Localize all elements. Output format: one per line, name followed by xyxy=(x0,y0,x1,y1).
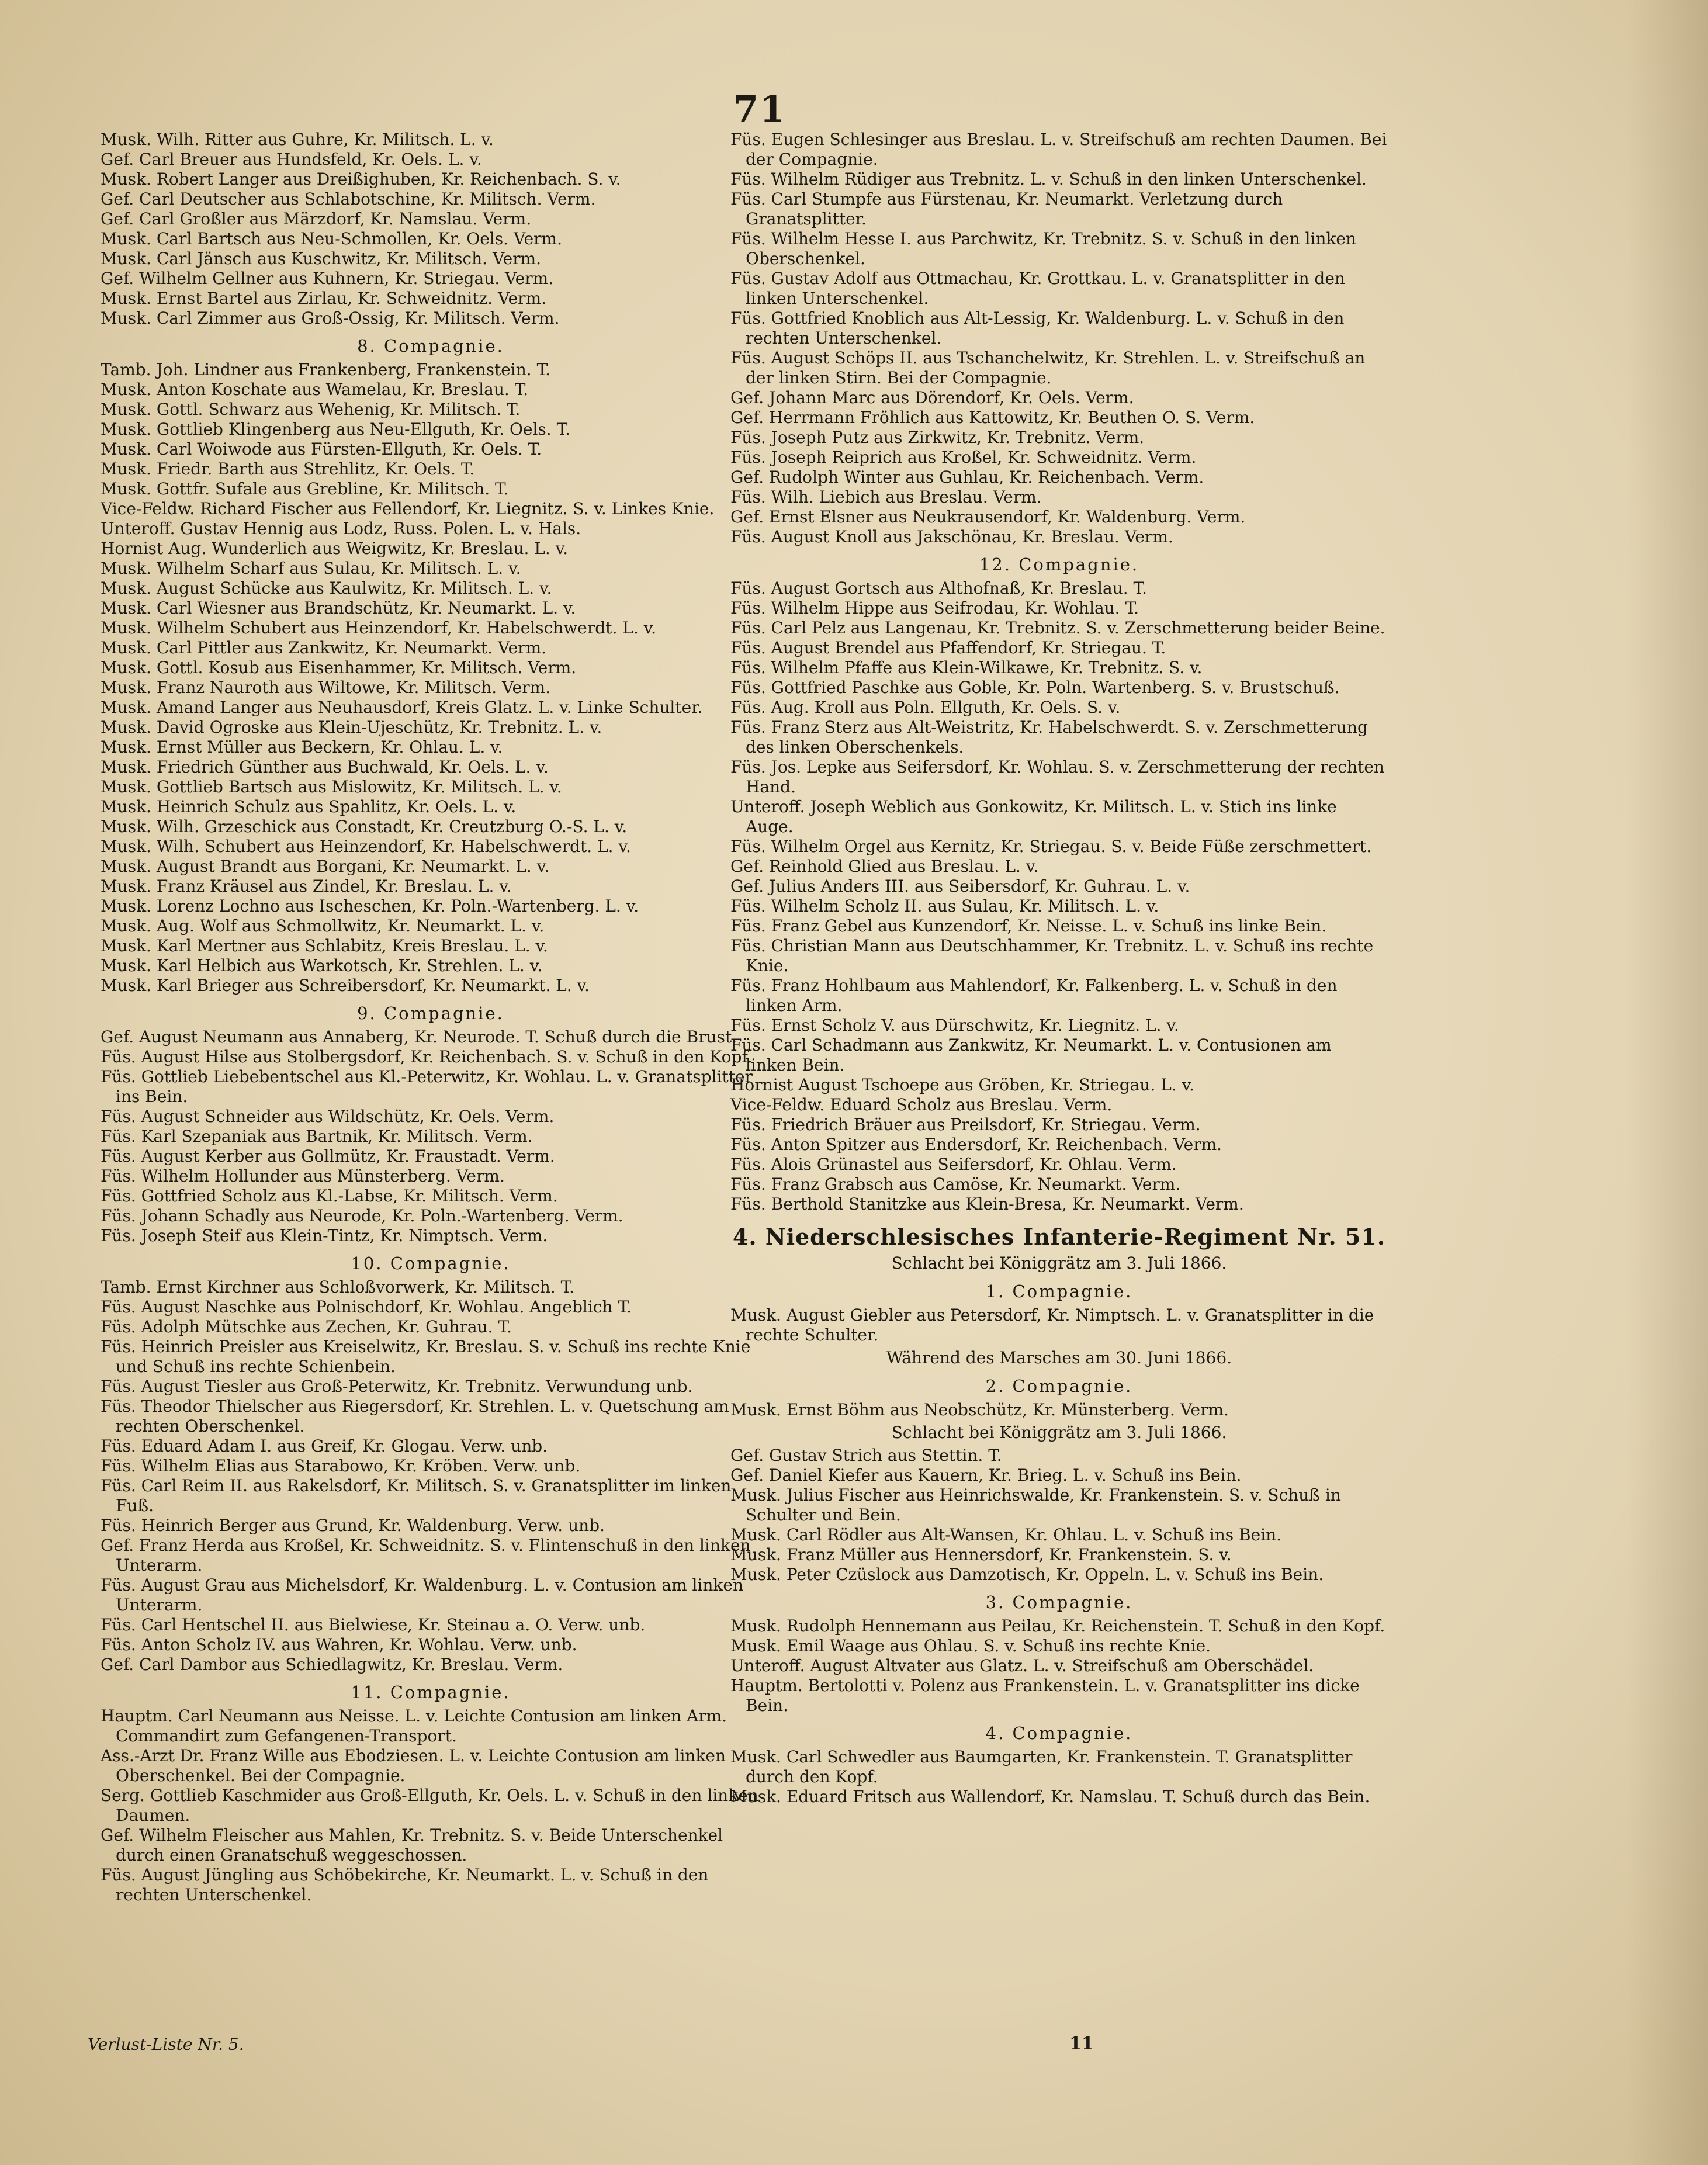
casualty-entry: Musk. Robert Langer aus Dreißighuben, Kr. Reichenbach. S. v. xyxy=(101,169,621,189)
casualty-entry: Füs. August Knoll aus Jakschönau, Kr. Breslau. Verm. xyxy=(730,527,1173,546)
casualty-entry: Füs. August Jüngling aus Schöbekirche, Kr. Neumarkt. L. v. Schuß in den rechten Unterschenkel. xyxy=(101,1865,709,1904)
casualty-entry: Gef. Reinhold Glied aus Breslau. L. v. xyxy=(730,857,1039,876)
casualty-entry: Füs. Franz Gebel aus Kunzendorf, Kr. Neisse. L. v. Schuß ins linke Bein. xyxy=(730,916,1327,936)
casualty-entry: Füs. Carl Reim II. aus Rakelsdorf, Kr. Militsch. S. v. Granatsplitter im linken Fuß. xyxy=(101,1476,732,1515)
casualty-entry: Tamb. Joh. Lindner aus Frankenberg, Frankenstein. T. xyxy=(101,360,551,379)
casualty-entry: Füs. August Gortsch aus Althofnaß, Kr. Breslau. T. xyxy=(730,579,1147,598)
casualty-entry: Füs. Theodor Thielscher aus Riegersdorf, Kr. Strehlen. L. v. Quetschung am rechten Oberschenkel. xyxy=(101,1397,729,1436)
casualty-entry: Füs. Joseph Reiprich aus Kroßel, Kr. Schweidnitz. Verm. xyxy=(730,448,1197,467)
casualty-entry: Musk. Wilh. Schubert aus Heinzendorf, Kr. Habelschwerdt. L. v. xyxy=(101,837,631,856)
casualty-entry: Musk. Amand Langer aus Neuhausdorf, Kreis Glatz. L. v. Linke Schulter. xyxy=(101,698,703,717)
casualty-entry: Hauptm. Bertolotti v. Polenz aus Frankenstein. L. v. Granatsplitter ins dicke Bein. xyxy=(730,1676,1360,1715)
casualty-entry: Musk. Gottlieb Klingenberg aus Neu-Ellguth, Kr. Oels. T. xyxy=(101,420,571,439)
casualty-entry: Füs. August Tiesler aus Groß-Peterwitz, Kr. Trebnitz. Verwundung unb. xyxy=(101,1377,693,1396)
casualty-entry: Musk. Carl Zimmer aus Groß-Ossig, Kr. Militsch. Verm. xyxy=(101,309,560,328)
casualty-entry: Gef. Rudolph Winter aus Guhlau, Kr. Reichenbach. Verm. xyxy=(730,467,1204,487)
casualty-entry: Musk. Franz Kräusel aus Zindel, Kr. Breslau. L. v. xyxy=(101,877,512,896)
casualty-entry: Füs. Gottfried Knoblich aus Alt-Lessig, Kr. Waldenburg. L. v. Schuß in den rechten Unterschenkel. xyxy=(730,309,1345,348)
casualty-entry: Gef. Wilhelm Gellner aus Kuhnern, Kr. Striegau. Verm. xyxy=(101,269,554,288)
casualty-entry: Füs. Wilhelm Hesse I. aus Parchwitz, Kr. Trebnitz. S. v. Schuß in den linken Oberschenkel. xyxy=(730,229,1357,268)
casualty-entry: Füs. Ernst Scholz V. aus Dürschwitz, Kr. Liegnitz. L. v. xyxy=(730,1016,1179,1035)
casualty-entry: Musk. Wilh. Ritter aus Guhre, Kr. Militsch. L. v. xyxy=(101,130,494,149)
casualty-entry: Musk. Wilhelm Scharf aus Sulau, Kr. Militsch. L. v. xyxy=(101,559,521,578)
casualty-entry: Füs. Christian Mann aus Deutschhammer, Kr. Trebnitz. L. v. Schuß ins rechte Knie. xyxy=(730,936,1374,975)
left-column xyxy=(101,130,761,1905)
casualty-entry: Füs. August Schneider aus Wildschütz, Kr. Oels. Verm. xyxy=(101,1107,555,1126)
casualty-entry: Füs. Heinrich Preisler aus Kreiselwitz, Kr. Breslau. S. v. Schuß ins rechte Knie und Schuß ins rechte Schienbein. xyxy=(101,1337,751,1376)
casualty-entry: Musk. Friedrich Günther aus Buchwald, Kr. Oels. L. v. xyxy=(101,757,549,777)
casualty-entry: Musk. Ernst Böhm aus Neobschütz, Kr. Münsterberg. Verm. xyxy=(730,1400,1229,1419)
casualty-entry: Füs. Wilhelm Scholz II. aus Sulau, Kr. Militsch. L. v. xyxy=(730,896,1159,916)
casualty-entry: Füs. Gottfried Scholz aus Kl.-Labse, Kr. Militsch. Verm. xyxy=(101,1186,558,1206)
casualty-entry: Vice-Feldw. Eduard Scholz aus Breslau. Verm. xyxy=(730,1095,1113,1114)
casualty-entry: Füs. Carl Hentschel II. aus Bielwiese, Kr. Steinau a. O. Verw. unb. xyxy=(101,1615,646,1634)
casualty-entry: Füs. Heinrich Berger aus Grund, Kr. Waldenburg. Verw. unb. xyxy=(101,1516,605,1535)
casualty-entry: Unteroff. August Altvater aus Glatz. L. v. Streifschuß am Oberschädel. xyxy=(730,1656,1314,1675)
casualty-entry: Musk. Lorenz Lochno aus Ischeschen, Kr. Poln.-Wartenberg. L. v. xyxy=(101,896,639,916)
casualty-entry: Musk. David Ogroske aus Klein-Ujeschütz, Kr. Trebnitz. L. v. xyxy=(101,718,602,737)
page-number: 71 xyxy=(733,88,787,130)
casualty-entry: Gef. Julius Anders III. aus Seibersdorf, Kr. Guhrau. L. v. xyxy=(730,877,1190,896)
casualty-entry: Unteroff. Joseph Weblich aus Gonkowitz, Kr. Militsch. L. v. Stich ins linke Auge. xyxy=(730,797,1337,836)
casualty-entry: Gef. Herrmann Fröhlich aus Kattowitz, Kr. Beuthen O. S. Verm. xyxy=(730,408,1255,427)
casualty-entry: Hauptm. Carl Neumann aus Neisse. L. v. Leichte Contusion am linken Arm. Commandirt zum Gefangenen-Transport. xyxy=(101,1706,727,1745)
page-edge-shadow xyxy=(1626,0,1708,2165)
casualty-entry: Musk. Rudolph Hennemann aus Peilau, Kr. Reichenstein. T. Schuß in den Kopf. xyxy=(730,1616,1385,1636)
casualty-entry: Musk. Karl Mertner aus Schlabitz, Kreis Breslau. L. v. xyxy=(101,936,548,955)
casualty-entry: Musk. Peter Czüslock aus Damzotisch, Kr. Oppeln. L. v. Schuß ins Bein. xyxy=(730,1565,1324,1584)
casualty-entry: Serg. Gottlieb Kaschmider aus Groß-Ellguth, Kr. Oels. L. v. Schuß in den linken Daumen. xyxy=(101,1786,758,1825)
casualty-entry: Musk. Friedr. Barth aus Strehlitz, Kr. Oels. T. xyxy=(101,459,475,479)
casualty-entry: Gef. Johann Marc aus Dörendorf, Kr. Oels. Verm. xyxy=(730,388,1134,407)
casualty-entry: Musk. Ernst Müller aus Beckern, Kr. Ohlau. L. v. xyxy=(101,737,503,757)
casualty-entry: Gef. Ernst Elsner aus Neukrausendorf, Kr. Waldenburg. Verm. xyxy=(730,507,1246,526)
casualty-entry: Füs. Berthold Stanitzke aus Klein-Bresa, Kr. Neumarkt. Verm. xyxy=(730,1194,1244,1214)
casualty-entry: Füs. Gottlieb Liebebentschel aus Kl.-Peterwitz, Kr. Wohlau. L. v. Granatsplitter ins Bein. xyxy=(101,1067,753,1106)
company-heading: 9. Compagnie. xyxy=(357,1003,504,1023)
casualty-entry: Musk. Gottlieb Bartsch aus Mislowitz, Kr. Militsch. L. v. xyxy=(101,777,562,796)
casualty-entry: Musk. Carl Woiwode aus Fürsten-Ellguth, Kr. Oels. T. xyxy=(101,439,542,459)
company-heading: 4. Compagnie. xyxy=(985,1723,1133,1743)
casualty-entry: Musk. Heinrich Schulz aus Spahlitz, Kr. Oels. L. v. xyxy=(101,797,517,816)
casualty-entry: Ass.-Arzt Dr. Franz Wille aus Ebodziesen. L. v. Leichte Contusion am linken Oberschenkel. Bei der Compagnie. xyxy=(101,1746,726,1785)
casualty-entry: Musk. August Schücke aus Kaulwitz, Kr. Militsch. L. v. xyxy=(101,579,552,598)
casualty-entry: Füs. Wilhelm Hollunder aus Münsterberg. Verm. xyxy=(101,1166,505,1186)
casualty-entry: Füs. Wilhelm Rüdiger aus Trebnitz. L. v. Schuß in den linken Unterschenkel. xyxy=(730,169,1367,189)
casualty-entry: Musk. Karl Brieger aus Schreibersdorf, Kr. Neumarkt. L. v. xyxy=(101,976,590,995)
casualty-entry: Gef. Carl Dambor aus Schiedlagwitz, Kr. Breslau. Verm. xyxy=(101,1655,563,1674)
casualty-entry: Musk. Wilh. Grzeschick aus Constadt, Kr. Creutzburg O.-S. L. v. xyxy=(101,817,628,836)
casualty-entry: Füs. August Grau aus Michelsdorf, Kr. Waldenburg. L. v. Contusion am linken Unterarm. xyxy=(101,1575,743,1615)
casualty-entry: Füs. Aug. Kroll aus Poln. Ellguth, Kr. Oels. S. v. xyxy=(730,698,1121,717)
casualty-entry: Gef. Carl Großler aus Märzdorf, Kr. Namslau. Verm. xyxy=(101,209,532,228)
casualty-entry: Füs. Anton Scholz IV. aus Wahren, Kr. Wohlau. Verw. unb. xyxy=(101,1635,577,1654)
casualty-entry: Musk. Franz Nauroth aus Wiltowe, Kr. Militsch. Verm. xyxy=(101,678,551,697)
casualty-entry: Füs. Anton Spitzer aus Endersdorf, Kr. Reichenbach. Verm. xyxy=(730,1135,1222,1154)
casualty-entry: Gef. Wilhelm Fleischer aus Mahlen, Kr. Trebnitz. S. v. Beide Unterschenkel durch einen Granatschuß weggeschossen. xyxy=(101,1825,723,1865)
casualty-entry: Musk. Carl Schwedler aus Baumgarten, Kr. Frankenstein. T. Granatsplitter durch den Kopf. xyxy=(730,1747,1353,1786)
casualty-entry: Füs. Franz Sterz aus Alt-Weistritz, Kr. Habelschwerdt. S. v. Zerschmetterung des linken Oberschenkels. xyxy=(730,718,1368,757)
casualty-entry: Füs. Wilh. Liebich aus Breslau. Verm. xyxy=(730,487,1042,507)
casualty-entry: Gef. Gustav Strich aus Stettin. T. xyxy=(730,1446,1002,1465)
company-heading: 8. Compagnie. xyxy=(357,336,504,356)
company-heading: 11. Compagnie. xyxy=(351,1682,511,1702)
battle-subheading: Während des Marsches am 30. Juni 1866. xyxy=(886,1348,1232,1367)
casualty-entry: Gef. Daniel Kiefer aus Kauern, Kr. Brieg. L. v. Schuß ins Bein. xyxy=(730,1466,1242,1485)
casualty-entry: Musk. Carl Rödler aus Alt-Wansen, Kr. Ohlau. L. v. Schuß ins Bein. xyxy=(730,1525,1282,1544)
casualty-entry: Hornist Aug. Wunderlich aus Weigwitz, Kr. Breslau. L. v. xyxy=(101,539,569,558)
casualty-entry: Füs. Gottfried Paschke aus Goble, Kr. Poln. Wartenberg. S. v. Brustschuß. xyxy=(730,678,1340,697)
casualty-entry: Füs. Gustav Adolf aus Ottmachau, Kr. Grottkau. L. v. Granatsplitter in den linken Unterschenkel. xyxy=(730,269,1345,308)
casualty-entry: Füs. August Brendel aus Pfaffendorf, Kr. Striegau. T. xyxy=(730,638,1166,657)
casualty-entry: Füs. Joseph Steif aus Klein-Tintz, Kr. Nimptsch. Verm. xyxy=(101,1226,548,1245)
casualty-entry: Musk. Aug. Wolf aus Schmollwitz, Kr. Neumarkt. L. v. xyxy=(101,916,545,936)
company-heading: 3. Compagnie. xyxy=(985,1592,1133,1612)
casualty-entry: Füs. August Kerber aus Gollmütz, Kr. Fraustadt. Verm. xyxy=(101,1146,555,1166)
footer-sheet-number: 11 xyxy=(1069,2034,1094,2054)
casualty-entry: Füs. Eugen Schlesinger aus Breslau. L. v. Streifschuß am rechten Daumen. Bei der Compagnie. xyxy=(730,130,1387,169)
casualty-entry: Füs. Alois Grünastel aus Seifersdorf, Kr. Ohlau. Verm. xyxy=(730,1155,1177,1174)
casualty-entry: Musk. Eduard Fritsch aus Wallendorf, Kr. Namslau. T. Schuß durch das Bein. xyxy=(730,1787,1370,1806)
casualty-entry: Vice-Feldw. Richard Fischer aus Fellendorf, Kr. Liegnitz. S. v. Linkes Knie. xyxy=(101,499,715,518)
casualty-entry: Musk. Carl Jänsch aus Kuschwitz, Kr. Militsch. Verm. xyxy=(101,249,542,268)
casualty-entry: Füs. Joseph Putz aus Zirkwitz, Kr. Trebnitz. Verm. xyxy=(730,428,1145,447)
casualty-entry: Füs. Franz Hohlbaum aus Mahlendorf, Kr. Falkenberg. L. v. Schuß in den linken Arm. xyxy=(730,976,1338,1015)
casualty-entry: Musk. Gottl. Schwarz aus Wehenig, Kr. Militsch. T. xyxy=(101,400,521,419)
battle-subheading: Schlacht bei Königgrätz am 3. Juli 1866. xyxy=(891,1423,1227,1442)
company-heading: 2. Compagnie. xyxy=(985,1376,1133,1396)
casualty-entry: Füs. Franz Grabsch aus Camöse, Kr. Neumarkt. Verm. xyxy=(730,1175,1181,1194)
casualty-entry: Füs. Johann Schadly aus Neurode, Kr. Poln.-Wartenberg. Verm. xyxy=(101,1206,623,1225)
casualty-entry: Musk. Ernst Bartel aus Zirlau, Kr. Schweidnitz. Verm. xyxy=(101,289,547,308)
casualty-entry: Füs. August Hilse aus Stolbergsdorf, Kr. Reichenbach. S. v. Schuß in den Kopf. xyxy=(101,1047,753,1066)
casualty-entry: Musk. Julius Fischer aus Heinrichswalde, Kr. Frankenstein. S. v. Schuß in Schulter und Bein. xyxy=(730,1485,1341,1525)
casualty-entry: Füs. Eduard Adam I. aus Greif, Kr. Glogau. Verw. unb. xyxy=(101,1436,548,1456)
casualty-entry: Füs. Carl Schadmann aus Zankwitz, Kr. Neumarkt. L. v. Contusionen am linken Bein. xyxy=(730,1035,1332,1075)
casualty-entry: Musk. Franz Müller aus Hennersdorf, Kr. Frankenstein. S. v. xyxy=(730,1545,1232,1564)
casualty-entry: Gef. Carl Deutscher aus Schlabotschine, Kr. Militsch. Verm. xyxy=(101,189,596,209)
casualty-entry: Füs. August Schöps II. aus Tschanchelwitz, Kr. Strehlen. L. v. Streifschuß an der linken Stirn. Bei der Compagnie. xyxy=(730,348,1366,387)
footer-list-label: Verlust-Liste Nr. 5. xyxy=(88,2035,244,2054)
casualty-entry: Füs. Jos. Lepke aus Seifersdorf, Kr. Wohlau. S. v. Zerschmetterung der rechten Hand. xyxy=(730,757,1384,796)
company-heading: 1. Compagnie. xyxy=(985,1281,1133,1301)
casualty-entry: Füs. Carl Stumpfe aus Fürstenau, Kr. Neumarkt. Verletzung durch Granatsplitter. xyxy=(730,189,1283,228)
casualty-entry: Musk. Carl Bartsch aus Neu-Schmollen, Kr. Oels. Verm. xyxy=(101,229,563,248)
casualty-entry: Unteroff. Gustav Hennig aus Lodz, Russ. Polen. L. v. Hals. xyxy=(101,519,581,538)
casualty-entry: Gef. Franz Herda aus Kroßel, Kr. Schweidnitz. S. v. Flintenschuß in den linken Unterarm. xyxy=(101,1536,751,1575)
casualty-entry: Musk. Karl Helbich aus Warkotsch, Kr. Strehlen. L. v. xyxy=(101,956,543,975)
casualty-entry: Füs. Carl Pelz aus Langenau, Kr. Trebnitz. S. v. Zerschmetterung beider Beine. xyxy=(730,618,1385,638)
casualty-entry: Musk. Carl Wiesner aus Brandschütz, Kr. Neumarkt. L. v. xyxy=(101,598,576,618)
casualty-entry: Füs. Friedrich Bräuer aus Preilsdorf, Kr. Striegau. Verm. xyxy=(730,1115,1201,1134)
casualty-entry: Füs. Wilhelm Orgel aus Kernitz, Kr. Striegau. S. v. Beide Füße zerschmettert. xyxy=(730,837,1372,856)
casualty-entry: Musk. Carl Pittler aus Zankwitz, Kr. Neumarkt. Verm. xyxy=(101,638,547,657)
casualty-entry: Füs. Wilhelm Pfaffe aus Klein-Wilkawe, Kr. Trebnitz. S. v. xyxy=(730,658,1203,677)
casualty-entry: Gef. Carl Breuer aus Hundsfeld, Kr. Oels. L. v. xyxy=(101,150,482,169)
company-heading: 12. Compagnie. xyxy=(979,555,1139,574)
regiment-heading: 4. Niederschlesisches Infanterie-Regiment Nr. 51. xyxy=(732,1224,1386,1250)
casualty-entry: Füs. Adolph Mütschke aus Zechen, Kr. Guhrau. T. xyxy=(101,1317,512,1336)
casualty-entry: Füs. Wilhelm Elias aus Starabowo, Kr. Kröben. Verw. unb. xyxy=(101,1456,581,1475)
casualty-entry: Musk. Wilhelm Schubert aus Heinzendorf, Kr. Habelschwerdt. L. v. xyxy=(101,618,657,638)
right-column xyxy=(730,130,1388,1807)
company-heading: 10. Compagnie. xyxy=(351,1253,511,1273)
casualty-entry: Füs. August Naschke aus Polnischdorf, Kr. Wohlau. Angeblich T. xyxy=(101,1297,632,1317)
battle-subheading: Schlacht bei Königgrätz am 3. Juli 1866. xyxy=(891,1253,1227,1273)
casualty-entry: Musk. August Giebler aus Petersdorf, Kr. Nimptsch. L. v. Granatsplitter in die rechte Schulter. xyxy=(730,1305,1374,1345)
casualty-entry: Musk. Gottfr. Sufale aus Grebline, Kr. Militsch. T. xyxy=(101,479,509,498)
casualty-entry: Musk. Anton Koschate aus Wamelau, Kr. Breslau. T. xyxy=(101,380,529,399)
casualty-entry: Musk. Gottl. Kosub aus Eisenhammer, Kr. Militsch. Verm. xyxy=(101,658,577,677)
casualty-entry: Füs. Karl Szepaniak aus Bartnik, Kr. Militsch. Verm. xyxy=(101,1127,533,1146)
casualty-entry: Gef. August Neumann aus Annaberg, Kr. Neurode. T. Schuß durch die Brust. xyxy=(101,1027,737,1047)
casualty-entry: Tamb. Ernst Kirchner aus Schloßvorwerk, Kr. Militsch. T. xyxy=(101,1277,575,1297)
casualty-entry: Musk. August Brandt aus Borgani, Kr. Neumarkt. L. v. xyxy=(101,857,550,876)
casualty-entry: Füs. Wilhelm Hippe aus Seifrodau, Kr. Wohlau. T. xyxy=(730,598,1139,618)
casualty-entry: Musk. Emil Waage aus Ohlau. S. v. Schuß ins rechte Knie. xyxy=(730,1636,1211,1655)
casualty-entry: Hornist August Tschoepe aus Gröben, Kr. Striegau. L. v. xyxy=(730,1075,1194,1094)
